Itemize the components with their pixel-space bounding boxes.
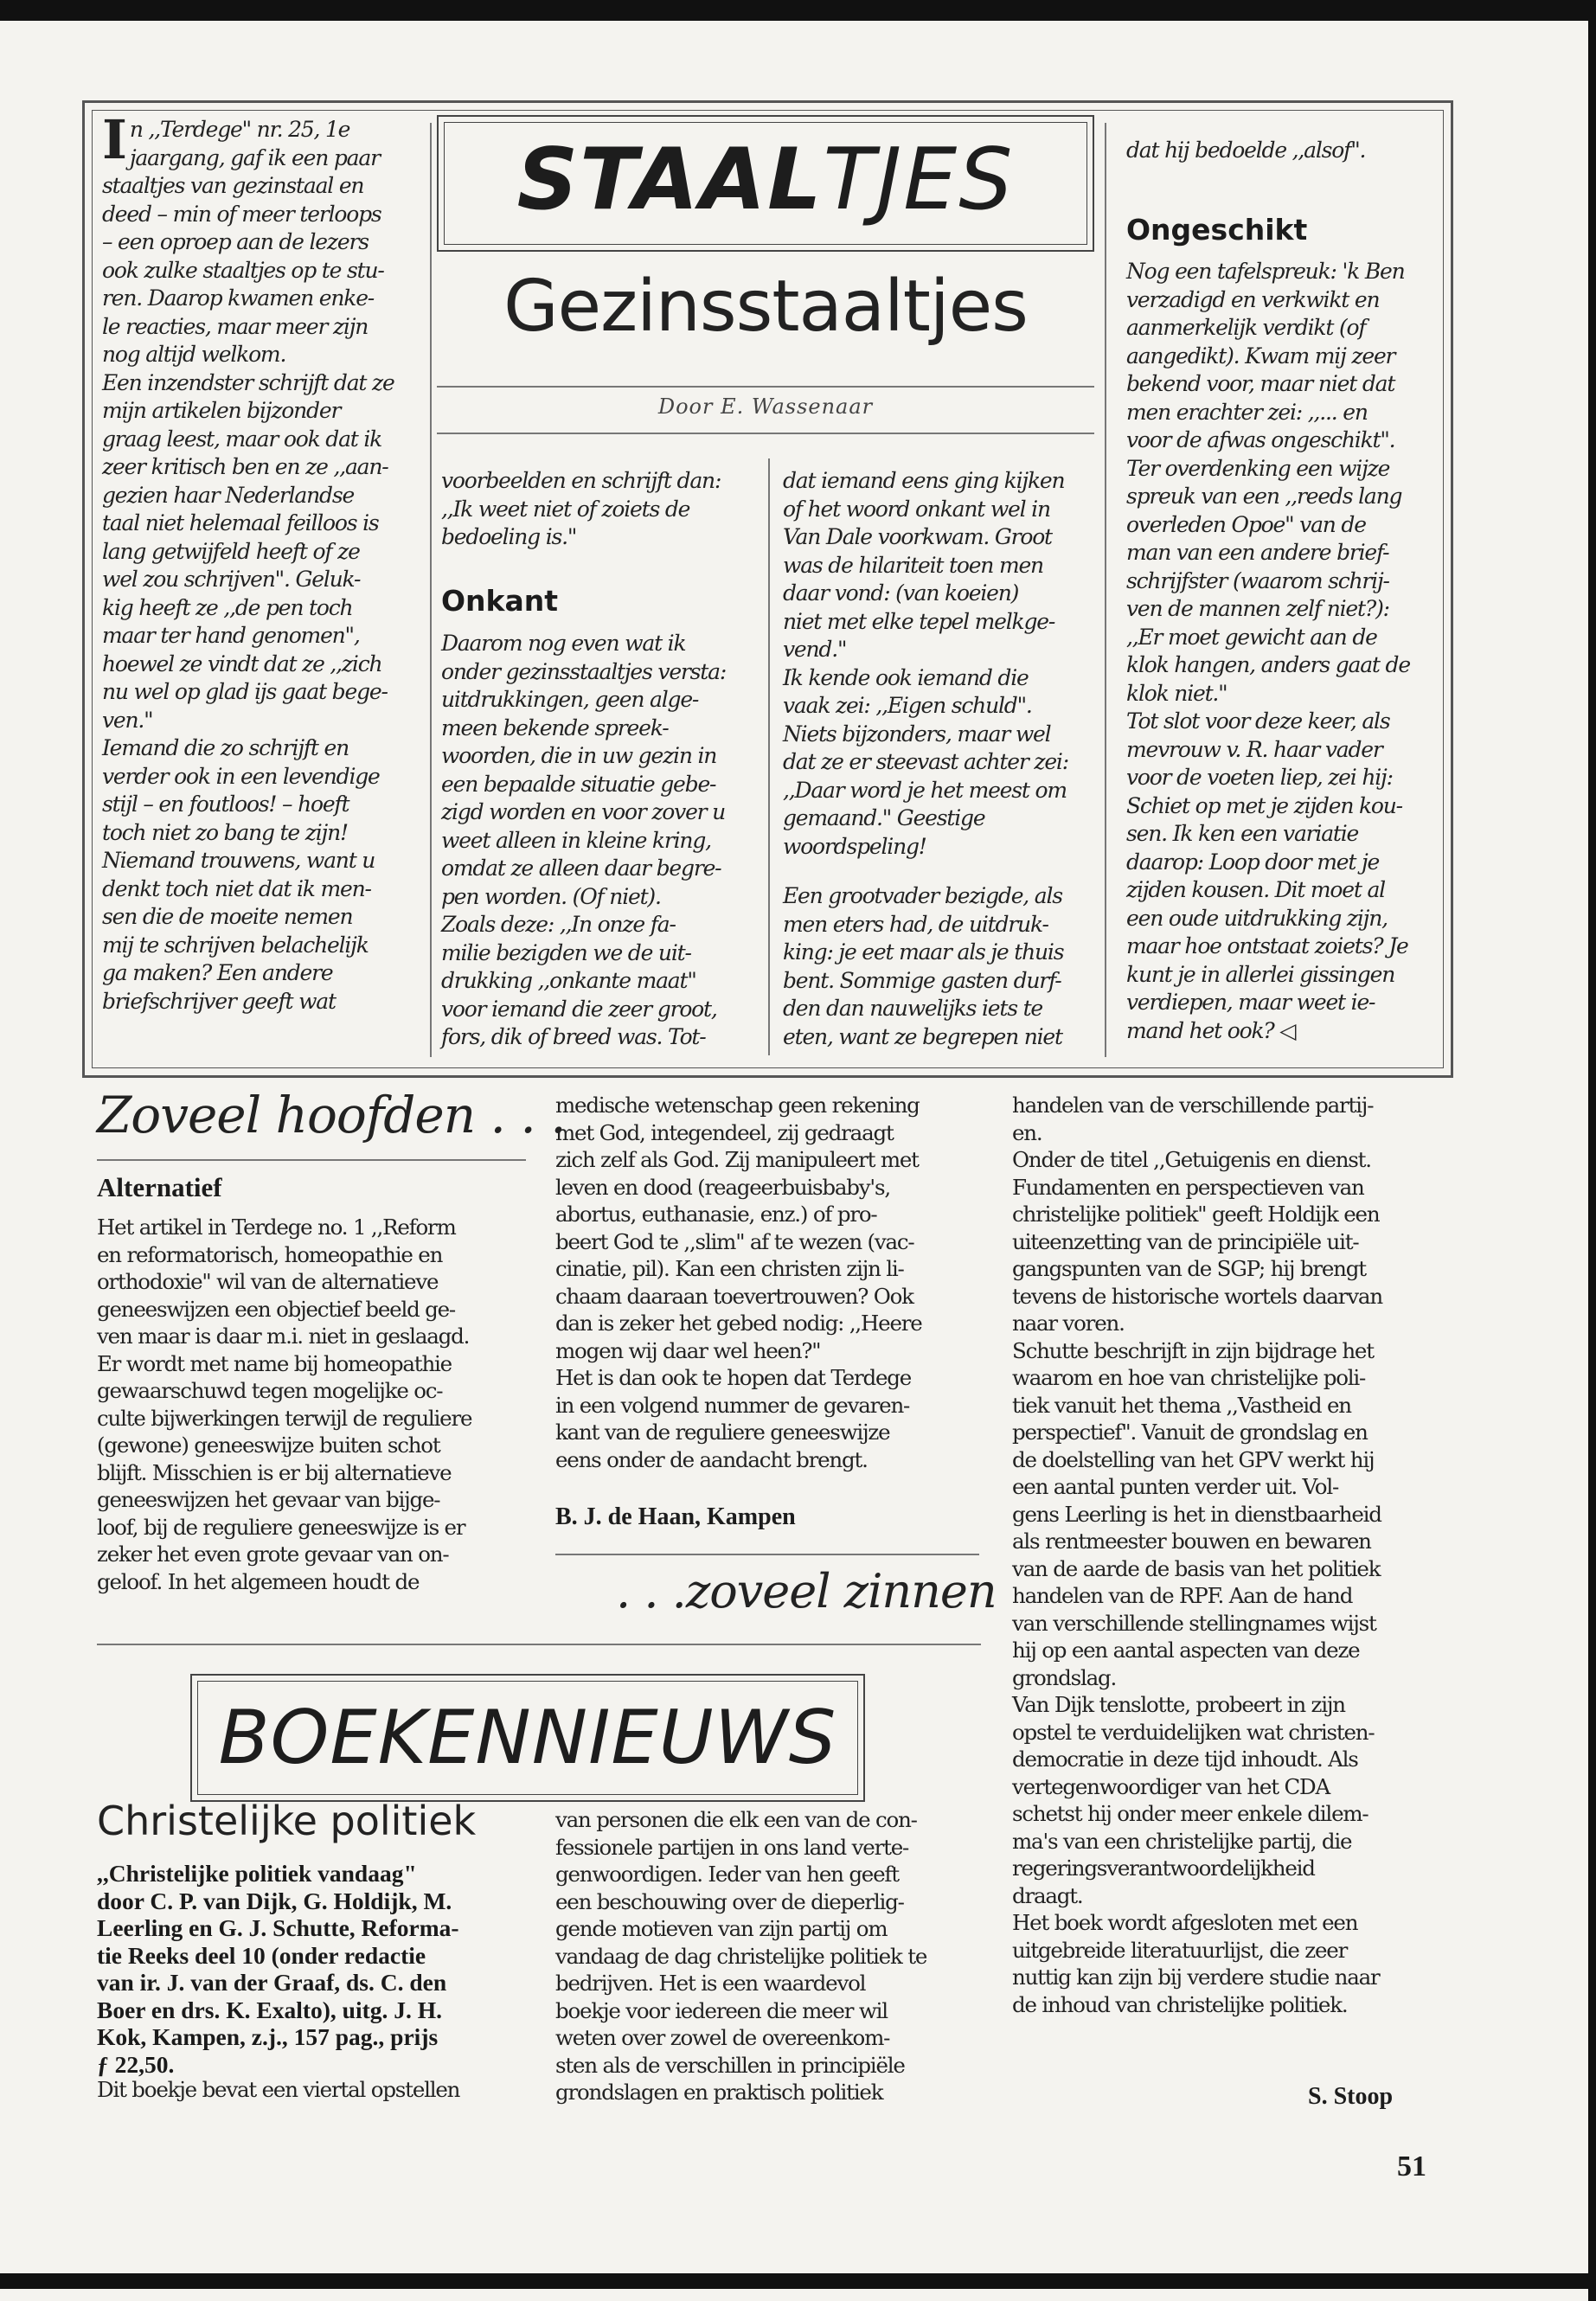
hoofden-column-2: medische wetenschap geen rekening met God, integendeel, zij gedraagt zich zelf als God. Zij manipuleert met leven en dood (reageerbuisbaby's, abortus, euthanasie, enz.) of pro- beert God te ,,slim" af te wezen (vac- cinatie, pil). Kan een christen zijn li- chaam daaraan toevertrouwen? Ook dan is zeker het gebed nodig: ,,Heere mogen wij daar wel heen?" Het is dan ook te hopen dat Terdege in een volgend nummer de gevaren- kant van de reguliere geneeswijze eens onder de aandacht brengt. [555, 1093, 922, 1472]
end-mark-icon: ◁ [1279, 1017, 1296, 1043]
section-divider [97, 1644, 981, 1645]
drop-cap: I [102, 108, 126, 171]
subhead-ongeschikt: Ongeschikt [1126, 213, 1308, 247]
staaltjes-column-4-top: dat hij bedoelde ,,alsof". [1126, 138, 1366, 163]
staaltjes-column-2-body: Daarom nog even wat ik onder gezinsstaaltjes versta: uitdrukkingen, geen alge- meen bekende spreek- woorden, die in uw gezin in een bepaalde situatie gebe- zigd worden en voor zover u weet alleen in kleine kring, omdat ze alleen daar begre- pen worden. (Of niet). Zoals deze: ,,In onze fa- milie bezigden we de uit- drukking ,,onkante maat" voor iemand die zeer groot, fors, dik of breed was. Tot- [441, 631, 727, 1049]
staaltjes-column-1 [102, 108, 422, 1016]
staaltjes-title-rest: TJES [823, 131, 1015, 229]
staaltjes-col4-text: Nog een tafelspreuk: 'k Ben verzadigd en verkwikt en aanmerkelijk verdikt (of aangedikt). Kwam mij zeer bekend voor, maar niet dat men erachter zei: ,,... en voor de afwas ongeschikt". Ter overdenking een wijze spreuk van een ,,reeds lang overleden Opoe" van de man van een andere brief- schrijfster (waarom schrij- ven de mannen zelf niet?): ,,Er moet gewicht aan de klok hangen, anders gaat de klok niet." Tot slot voor deze keer, als mevrouw v. R. haar vader voor de voeten liep, zei hij: Schiet op met je zijden kou- sen. Ik ken een variatie daarop: Loop door met je zijden kousen. Dit moet al een oude uitdrukking zijn, maar hoe ontstaat zoiets? Je kunt je in allerlei gissingen verdiepen, maar weet ie- mand het ook? [1126, 259, 1410, 1043]
book-meta: ,,Christelijke politiek vandaag" door C. P. van Dijk, G. Holdijk, M. Leerling en G. J. Schutte, Reforma- tie Reeks deel 10 (onder redactie van ir. J. van der Graaf, ds. C. den Boer en drs. K. Exalto), uitg. J. H. Kok, Kampen, z.j., 157 pag., prijs ƒ 22,50. [97, 1860, 459, 2078]
staaltjes-col1-text: n ,,Terdege" nr. 25, 1e jaargang, gaf ik een paar staaltjes van gezinstaal en deed – min of meer terloops – een oproep aan de lezers ook zulke staaltjes op te stu- ren. Daarop kwamen enke- le reacties, maar meer zijn nog altijd welkom. Een inzendster schrijft dat ze mijn artikelen bijzonder graag leest, maar ook dat ik zeer kritisch ben en ze ,,aan- gezien haar Nederlandse taal niet helemaal feilloos is lang getwijfeld heeft of ze wel zou schrijven". Geluk- kig heeft ze ,,de pen toch maar ter hand genomen", hoewel ze vindt dat ze ,,zich nu wel op glad ijs gaat bege- ven." Iemand die zo schrijft en verder ook in een levendige stijl – en foutloos! – hoeft toch niet zo bang te zijn! Niemand trouwens, want u denkt toch niet dat ik men- sen die de moeite nemen mij te schrijven belachelijk ga maken? Een andere briefschrijver geeft wat [102, 117, 394, 1014]
book-column-1-tail: Dit boekje bevat een viertal opstellen [97, 2077, 460, 2102]
staaltjes-column-2-top: voorbeelden en schrijft dan: ,,Ik weet niet of zoiets de bedoeling is." [441, 468, 721, 549]
article-subtitle: Gezinsstaaltjes [503, 266, 1028, 348]
book-signature: S. Stoop [1308, 2083, 1394, 2110]
subtitle-rule [437, 386, 1094, 388]
book-review-title: Christelijke politiek [97, 1798, 477, 1844]
right-edge-bar [1588, 0, 1596, 2301]
staaltjes-column-3: dat iemand eens ging kijken of het woord onkant wel in Van Dale voorkwam. Groot was de hilariteit toen men daar vond: (van koeien) niet met elke tepel melkge- vend." Ik kende ook iemand die vaak zei: ,,Eigen schuld". Niets bijzonders, maar wel dat ze er steevast achter zei: ,,Daar word je het meest om gemaand." Geestige woordspeling! [783, 468, 1068, 859]
boekennieuws-header: BOEKENNIEUWS [218, 1695, 837, 1781]
subhead-alternatief: Alternatief [97, 1172, 222, 1202]
zinnen-title: . . .zoveel zinnen [616, 1564, 997, 1618]
byline: Door E. Wassenaar [657, 394, 874, 419]
column-rule-3 [1105, 123, 1106, 1057]
staaltjes-title [444, 128, 1087, 232]
book-column-3: handelen van de verschillende partij- en. Onder de titel ,,Getuigenis en dienst. Fundamenten en perspectieven van christelijke politiek" geeft Holdijk een uiteenzetting van de principiële uit- gangspunten van de SGP; hij brengt tevens de historische wortels daarvan naar voren. Schutte beschrijft in zijn bijdrage het waarom en hoe van christelijke poli- tiek vanuit het thema ,,Vastheid en perspectief". Vanuit de grondslag en de doelstelling van het GPV werkt hij een aantal punten verder uit. Vol- gens Leerling is het in dienstbaarheid als rentmeester bouwen en bewaren van de aarde de basis van het politiek handelen van de RPF. Aan de hand van verschillende stellingnames wijst hij op een aantal aspecten van deze grondslag. Van Dijk tenslotte, probeert in zijn opstel te verduidelijken wat christen- democratie in deze tijd inhoudt. Als vertegenwoordiger van het CDA schetst hij onder meer enkele dilem- ma's van een christelijke partij, die regeringsverantwoordelijkheid draagt. Het boek wordt afgesloten met een uitgebreide literatuurlijst, die zeer nuttig kan zijn bij verdere studie naar de inhoud van christelijke politiek. [1012, 1093, 1382, 2017]
zinnen-rule [555, 1554, 979, 1555]
staaltjes-title-bold: STAAL [516, 131, 824, 229]
staaltjes-column-3-b: Een grootvader bezigde, als men eters had, de uitdruk- king: je eet maar als je thuis bent. Sommige gasten durf- den dan nauwelijks iets te eten, want ze begrepen niet [783, 883, 1064, 1049]
byline-rule [437, 433, 1094, 434]
column-rule-2 [768, 458, 770, 1055]
hoofden-signature: B. J. de Haan, Kampen [555, 1503, 796, 1530]
bottom-border-bar [0, 2273, 1596, 2289]
hoofden-rule [97, 1159, 526, 1161]
page-number: 51 [1397, 2150, 1426, 2182]
hoofden-column-1: Het artikel in Terdege no. 1 ,,Reform en reformatorisch, homeopathie en orthodoxie" wil van de alternatieve geneeswijzen een objectief beeld ge- ven maar is daar m.i. niet in geslaagd. Er wordt met name bij homeopathie gewaarschuwd tegen mogelijke oc- culte bijwerkingen terwijl de reguliere (gewone) geneeswijze buiten schot blijft. Misschien is er bij alternatieve geneeswijzen het gevaar van bijge- loof, bij de reguliere geneeswijze is er zeker het even grote gevaar van on- geloof. In het algemeen houdt de [97, 1215, 472, 1594]
subhead-onkant: Onkant [441, 584, 559, 618]
book-column-2: van personen die elk een van de con- fessionele partijen in ons land verte- genwoordigen. Ieder van hen geeft een beschouwing over de dieperlig- gende motieven van zijn partij om vandaag de dag christelijke politiek te bedrijven. Het is een waardevol boekje voor iedereen die meer wil weten over zowel de overeenkom- sten als de verschillen in principiële grondslagen en praktisch politiek [555, 1807, 927, 2105]
hoofden-title: Zoveel hoofden . . . [97, 1086, 566, 1144]
top-border-bar [0, 0, 1596, 21]
column-rule-1 [430, 123, 432, 1057]
staaltjes-column-4-body [1126, 258, 1446, 1045]
